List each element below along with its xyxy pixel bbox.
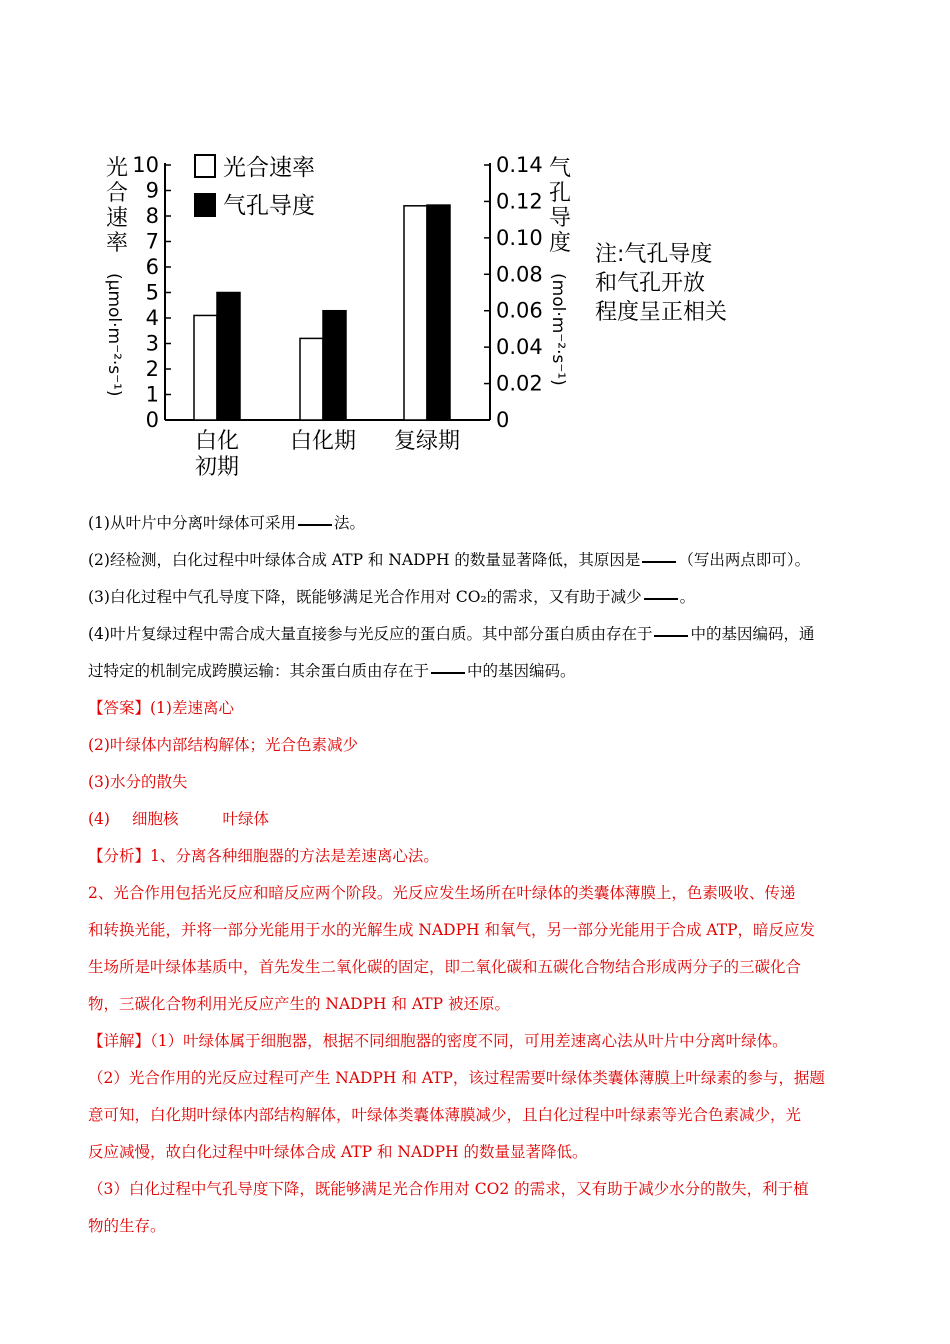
question-text: 中的基因编码，通 (690, 625, 815, 643)
left-y-axis-label-char: 率 (105, 231, 129, 256)
right-y-axis-label-char: 气 (548, 156, 572, 181)
question-text: 。 (679, 588, 696, 606)
right-y-tick-label: 0.12 (496, 189, 543, 214)
answer-1: 【答案】(1)差速离心 (88, 699, 234, 717)
left-y-tick-label: 2 (145, 357, 159, 381)
answer-part: 细胞核 (131, 810, 179, 828)
analysis-line: 【分析】1、分离各种细胞器的方法是差速离心法。 (88, 847, 439, 865)
question-4-line-1 (88, 616, 868, 653)
answer-4 (88, 801, 868, 838)
bar-stomatal-conductance (323, 311, 346, 420)
legend-label: 气孔导度 (223, 193, 315, 219)
answer-blank (642, 560, 676, 563)
detail-line: 【详解】（1）叶绿体属于细胞器，根据不同细胞器的密度不同，可用差速离心法从叶片中分离叶绿体。 (88, 1032, 788, 1050)
x-category-label: 初期 (194, 455, 240, 480)
left-y-tick-label: 6 (145, 255, 159, 279)
legend-label: 光合速率 (223, 155, 315, 181)
left-y-axis-label-char: 光 (105, 156, 129, 181)
x-category-label: 白化期 (289, 429, 357, 454)
left-y-tick-label: 0 (145, 408, 159, 432)
right-y-tick-label: 0.14 (496, 153, 543, 177)
detail-line: 意可知，白化期叶绿体内部结构解体，叶绿体类囊体薄膜减少，且白化过程中叶绿素等光合色素减少，光 (88, 1106, 802, 1124)
right-y-tick-label: 0.10 (496, 225, 543, 250)
answer-blank (298, 523, 332, 526)
left-y-axis-label-char: 合 (105, 181, 129, 206)
note-line: 和气孔开放 (595, 271, 706, 296)
left-y-tick-label: 4 (145, 306, 159, 330)
right-y-tick-label: 0.04 (496, 335, 543, 360)
bar-stomatal-conductance (217, 293, 240, 421)
question-1 (88, 505, 868, 542)
note-line: 程度呈正相关 (595, 300, 728, 325)
right-y-axis-label-char: 孔 (548, 181, 572, 206)
right-y-tick-label: 0.02 (496, 371, 543, 396)
analysis-line: 和转换光能，并将一部分光能用于水的光解生成 NADPH 和氧气，另一部分光能用于合成 ATP，暗反应发 (88, 921, 816, 939)
right-y-axis-label-unit: (mol·m⁻²·s⁻¹) (548, 273, 568, 386)
answer-number: (4) (88, 810, 110, 828)
left-y-tick-label: 5 (145, 280, 159, 305)
x-category-label: 复绿期 (393, 429, 461, 454)
left-y-tick-label: 10 (132, 153, 159, 177)
detail-line: 反应减慢，故白化过程中叶绿体合成 ATP 和 NADPH 的数量显著降低。 (88, 1143, 588, 1161)
question-content (88, 505, 868, 1245)
answer-blank (654, 634, 688, 637)
question-text: (3)白化过程中气孔导度下降，既能够满足光合作用对 CO₂的需求，又有助于减少 (88, 588, 642, 606)
analysis-line: 生场所是叶绿体基质中，首先发生二氧化碳的固定，即二氧化碳和五碳化合物结合形成两分子的三碳化合 (88, 958, 802, 976)
answer-2: (2)叶绿体内部结构解体；光合色素减少 (88, 736, 358, 754)
answer-3: (3)水分的散失 (88, 773, 188, 791)
detail-line: 物的生存。 (88, 1217, 166, 1235)
answer-part: 叶绿体 (222, 810, 269, 828)
left-y-tick-label: 3 (145, 331, 159, 356)
legend-swatch-conductance (195, 194, 215, 216)
right-y-tick-label: 0.06 (496, 298, 543, 323)
question-text: 中的基因编码。 (467, 662, 576, 680)
question-2 (88, 542, 868, 579)
left-y-axis-label-char: 速 (105, 206, 129, 231)
question-text: (1)从叶片中分离叶绿体可采用 (88, 514, 296, 532)
bar-stomatal-conductance (427, 205, 450, 420)
question-text: (4)叶片复绿过程中需合成大量直接参与光反应的蛋白质。其中部分蛋白质由存在于 (88, 625, 653, 643)
right-y-tick-label: 0.08 (496, 262, 543, 287)
left-y-tick-label: 9 (145, 178, 159, 203)
question-3 (88, 579, 868, 616)
bar-photosynthesis-rate (404, 206, 427, 420)
analysis-line: 2、光合作用包括光反应和暗反应两个阶段。光反应发生场所在叶绿体的类囊体薄膜上，色素吸收、传递 (88, 884, 796, 902)
question-4-line-2 (88, 653, 868, 690)
bar-photosynthesis-rate (194, 315, 217, 420)
x-category-label: 白化 (194, 429, 240, 454)
left-y-tick-label: 7 (145, 229, 159, 254)
left-y-tick-label: 8 (145, 204, 159, 228)
bar-photosynthesis-rate (300, 338, 323, 420)
detail-line: （3）白化过程中气孔导度下降，既能够满足光合作用对 CO2 的需求，又有助于减少水分的散失，利于植 (88, 1180, 809, 1198)
left-y-tick-label: 1 (145, 382, 159, 407)
right-y-axis-label-char: 导 (548, 206, 572, 231)
legend-swatch-photosynthesis (195, 155, 215, 177)
question-text: 法。 (333, 514, 365, 532)
question-text: (2)经检测，白化过程中叶绿体合成 ATP 和 NADPH 的数量显著降低，其原因是 (88, 551, 641, 569)
note-line: 注:气孔导度 (595, 242, 713, 267)
chart-note (595, 240, 727, 327)
answer-blank (431, 671, 465, 674)
question-text: 过特定的机制完成跨膜运输：其余蛋白质由存在于 (88, 662, 430, 680)
left-y-axis-label-unit: (μmol·m⁻²·s⁻¹) (104, 273, 124, 397)
question-text: （写出两点即可）。 (678, 551, 811, 569)
detail-line: （2）光合作用的光反应过程可产生 NADPH 和 ATP，该过程需要叶绿体类囊体薄膜上叶绿素的参与，据题 (88, 1069, 825, 1087)
right-y-axis-label-char: 度 (548, 231, 572, 256)
analysis-line: 物，三碳化合物利用光反应产生的 NADPH 和 ATP 被还原。 (88, 995, 510, 1013)
answer-blank (644, 597, 678, 600)
right-y-tick-label: 0 (496, 408, 510, 432)
